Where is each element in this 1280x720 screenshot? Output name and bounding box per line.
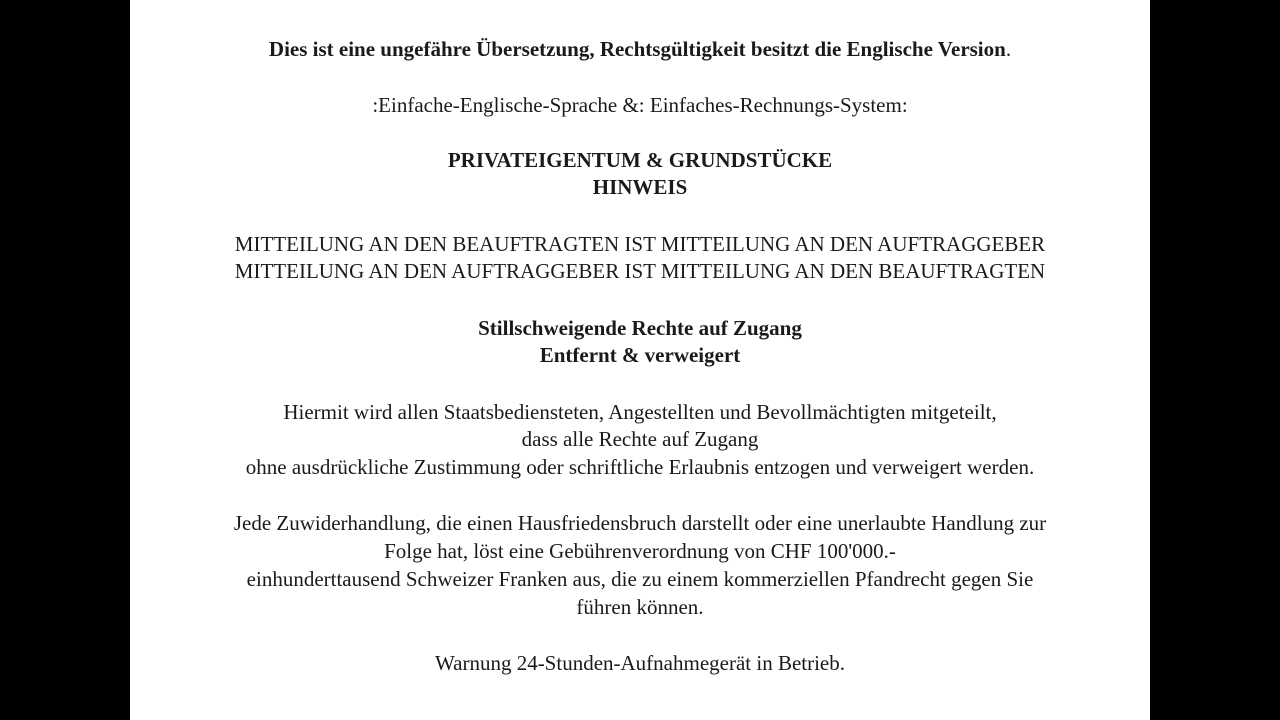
paragraph-2-line-3: einhunderttausend Schweizer Franken aus, die zu einem kommerziellen Pfandrecht gegen Sie (246, 567, 1034, 591)
title-line-2: HINWEIS (592, 175, 688, 199)
paragraph-2-line-1: Jede Zuwiderhandlung, die einen Hausfriedensbruch darstellt oder eine unerlaubte Handlung zur (233, 511, 1047, 535)
translation-disclaimer (130, 36, 1150, 63)
maxim-line-2: MITTEILUNG AN DEN AUFTRAGGEBER IST MITTEILUNG AN DEN BEAUFTRAGTEN (234, 259, 1046, 283)
paragraph-1-line-3: ohne ausdrückliche Zustimmung oder schriftliche Erlaubnis entzogen und verweigert werden. (245, 455, 1035, 479)
paragraph-1-line-2: dass alle Rechte auf Zugang (521, 427, 759, 451)
notice-document (130, 0, 1150, 720)
recording-warning: Warnung 24-Stunden-Aufnahmegerät in Betrieb. (434, 651, 846, 675)
system-line: :Einfache-Englische-Sprache &: Einfaches-Rechnungs-System: (372, 93, 908, 117)
rights-heading-2: Entfernt & verweigert (539, 343, 741, 367)
paragraph-2-line-4: führen können. (576, 595, 704, 619)
paragraph-1-line-1: Hiermit wird allen Staatsbediensteten, Angestellten und Bevollmächtigten mitgeteilt, (283, 400, 997, 424)
maxim-line-1: MITTEILUNG AN DEN BEAUFTRAGTEN IST MITTEILUNG AN DEN AUFTRAGGEBER (234, 232, 1046, 256)
paragraph-2-line-2: Folge hat, löst eine Gebührenverordnung von CHF 100'000.- (384, 539, 896, 563)
title-line-1: PRIVATEIGENTUM & GRUNDSTÜCKE (447, 148, 833, 172)
disclaimer-period: . (1005, 37, 1012, 61)
disclaimer-text: Dies ist eine ungefähre Übersetzung, Rechtsgültigkeit besitzt die Englische Version (268, 37, 1006, 61)
rights-heading-1: Stillschweigende Rechte auf Zugang (478, 316, 802, 340)
